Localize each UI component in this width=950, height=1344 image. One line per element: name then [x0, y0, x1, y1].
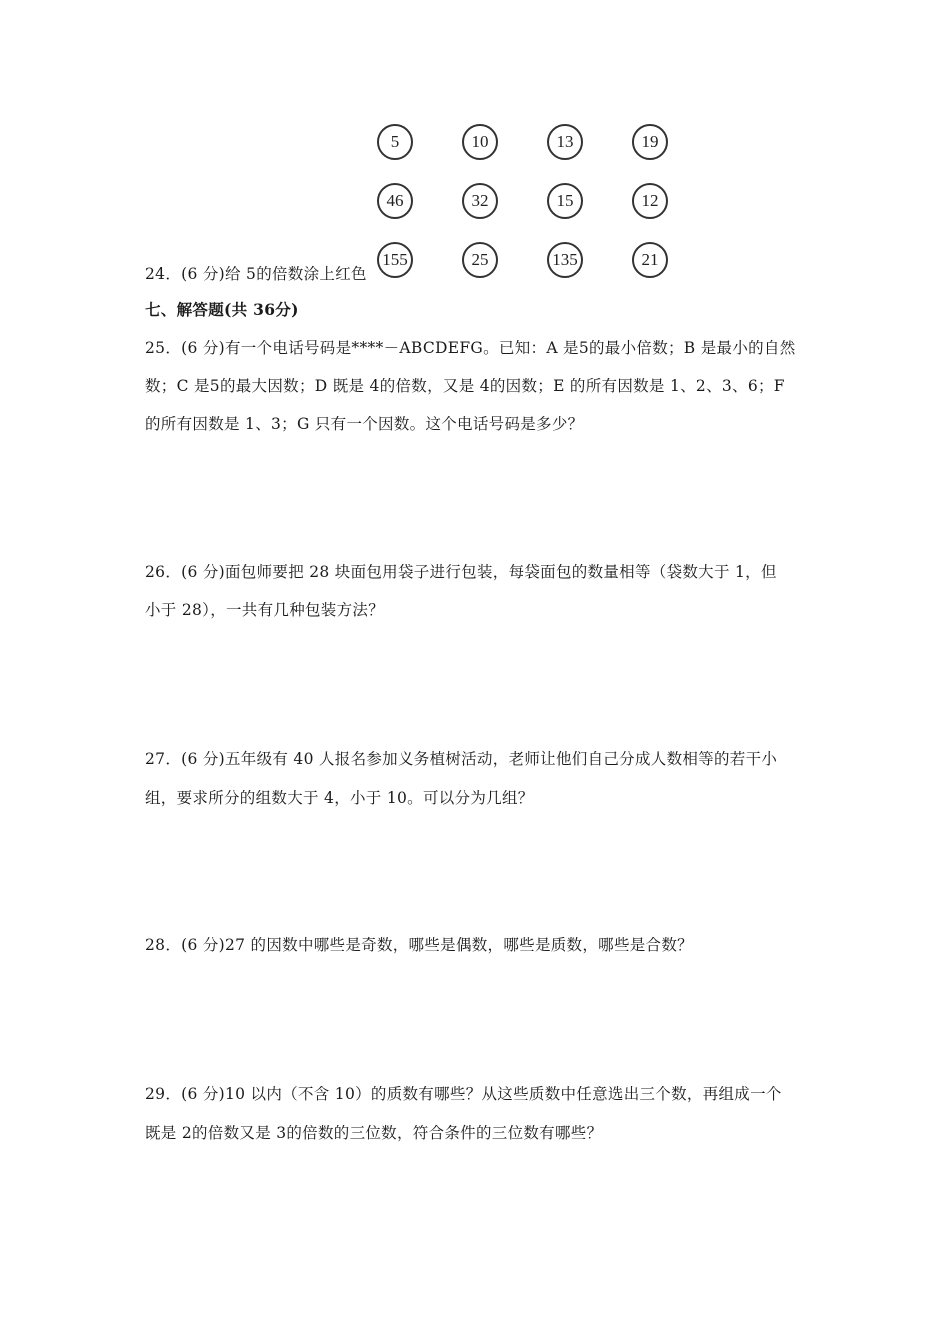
question-text-line: 组，要求所分的组数大于 4，小于 10。可以分为几组？ — [145, 789, 534, 807]
number-circle: 46 — [377, 183, 413, 219]
number-circle: 5 — [377, 124, 413, 160]
section-heading: 七、解答题(共 36分) — [145, 300, 299, 319]
question-text-line: 26．(6 分)面包师要把 28 块面包用袋子进行包装，每袋面包的数量相等（袋数大于 1，但 — [145, 563, 777, 581]
question-28: 28．(6 分)27 的因数中哪些是奇数，哪些是偶数，哪些是质数，哪些是合数？ — [145, 936, 693, 954]
question-text-line: 小于 28），一共有几种包装方法？ — [145, 601, 385, 619]
number-circle: 135 — [547, 242, 583, 278]
question-text-line: 既是 2的倍数又是 3的倍数的三位数，符合条件的三位数有哪些？ — [145, 1124, 603, 1142]
number-circle: 21 — [632, 242, 668, 278]
question-text-line: 25．(6 分)有一个电话号码是****－ABCDEFG。已知：A 是5的最小倍数；B 是最小的自然 — [145, 339, 796, 357]
question-24: 24．(6 分)给 5的倍数涂上红色 — [145, 265, 367, 283]
number-circle: 13 — [547, 124, 583, 160]
question-text-line: 数；C 是5的最大因数；D 既是 4的倍数，又是 4的因数；E 的所有因数是 1、2、3、6；F — [145, 377, 785, 395]
question-text-line: 的所有因数是 1、3；G 只有一个因数。这个电话号码是多少？ — [145, 415, 584, 433]
number-circle: 15 — [547, 183, 583, 219]
number-circle: 19 — [632, 124, 668, 160]
number-circle: 32 — [462, 183, 498, 219]
number-circle: 12 — [632, 183, 668, 219]
question-text-line: 27．(6 分)五年级有 40 人报名参加义务植树活动，老师让他们自己分成人数相等的若干小 — [145, 750, 778, 768]
number-circle: 10 — [462, 124, 498, 160]
question-text-line: 29．(6 分)10 以内（不含 10）的质数有哪些？从这些质数中任意选出三个数，再组成一个 — [145, 1085, 782, 1103]
number-circle: 25 — [462, 242, 498, 278]
number-circle: 155 — [377, 242, 413, 278]
